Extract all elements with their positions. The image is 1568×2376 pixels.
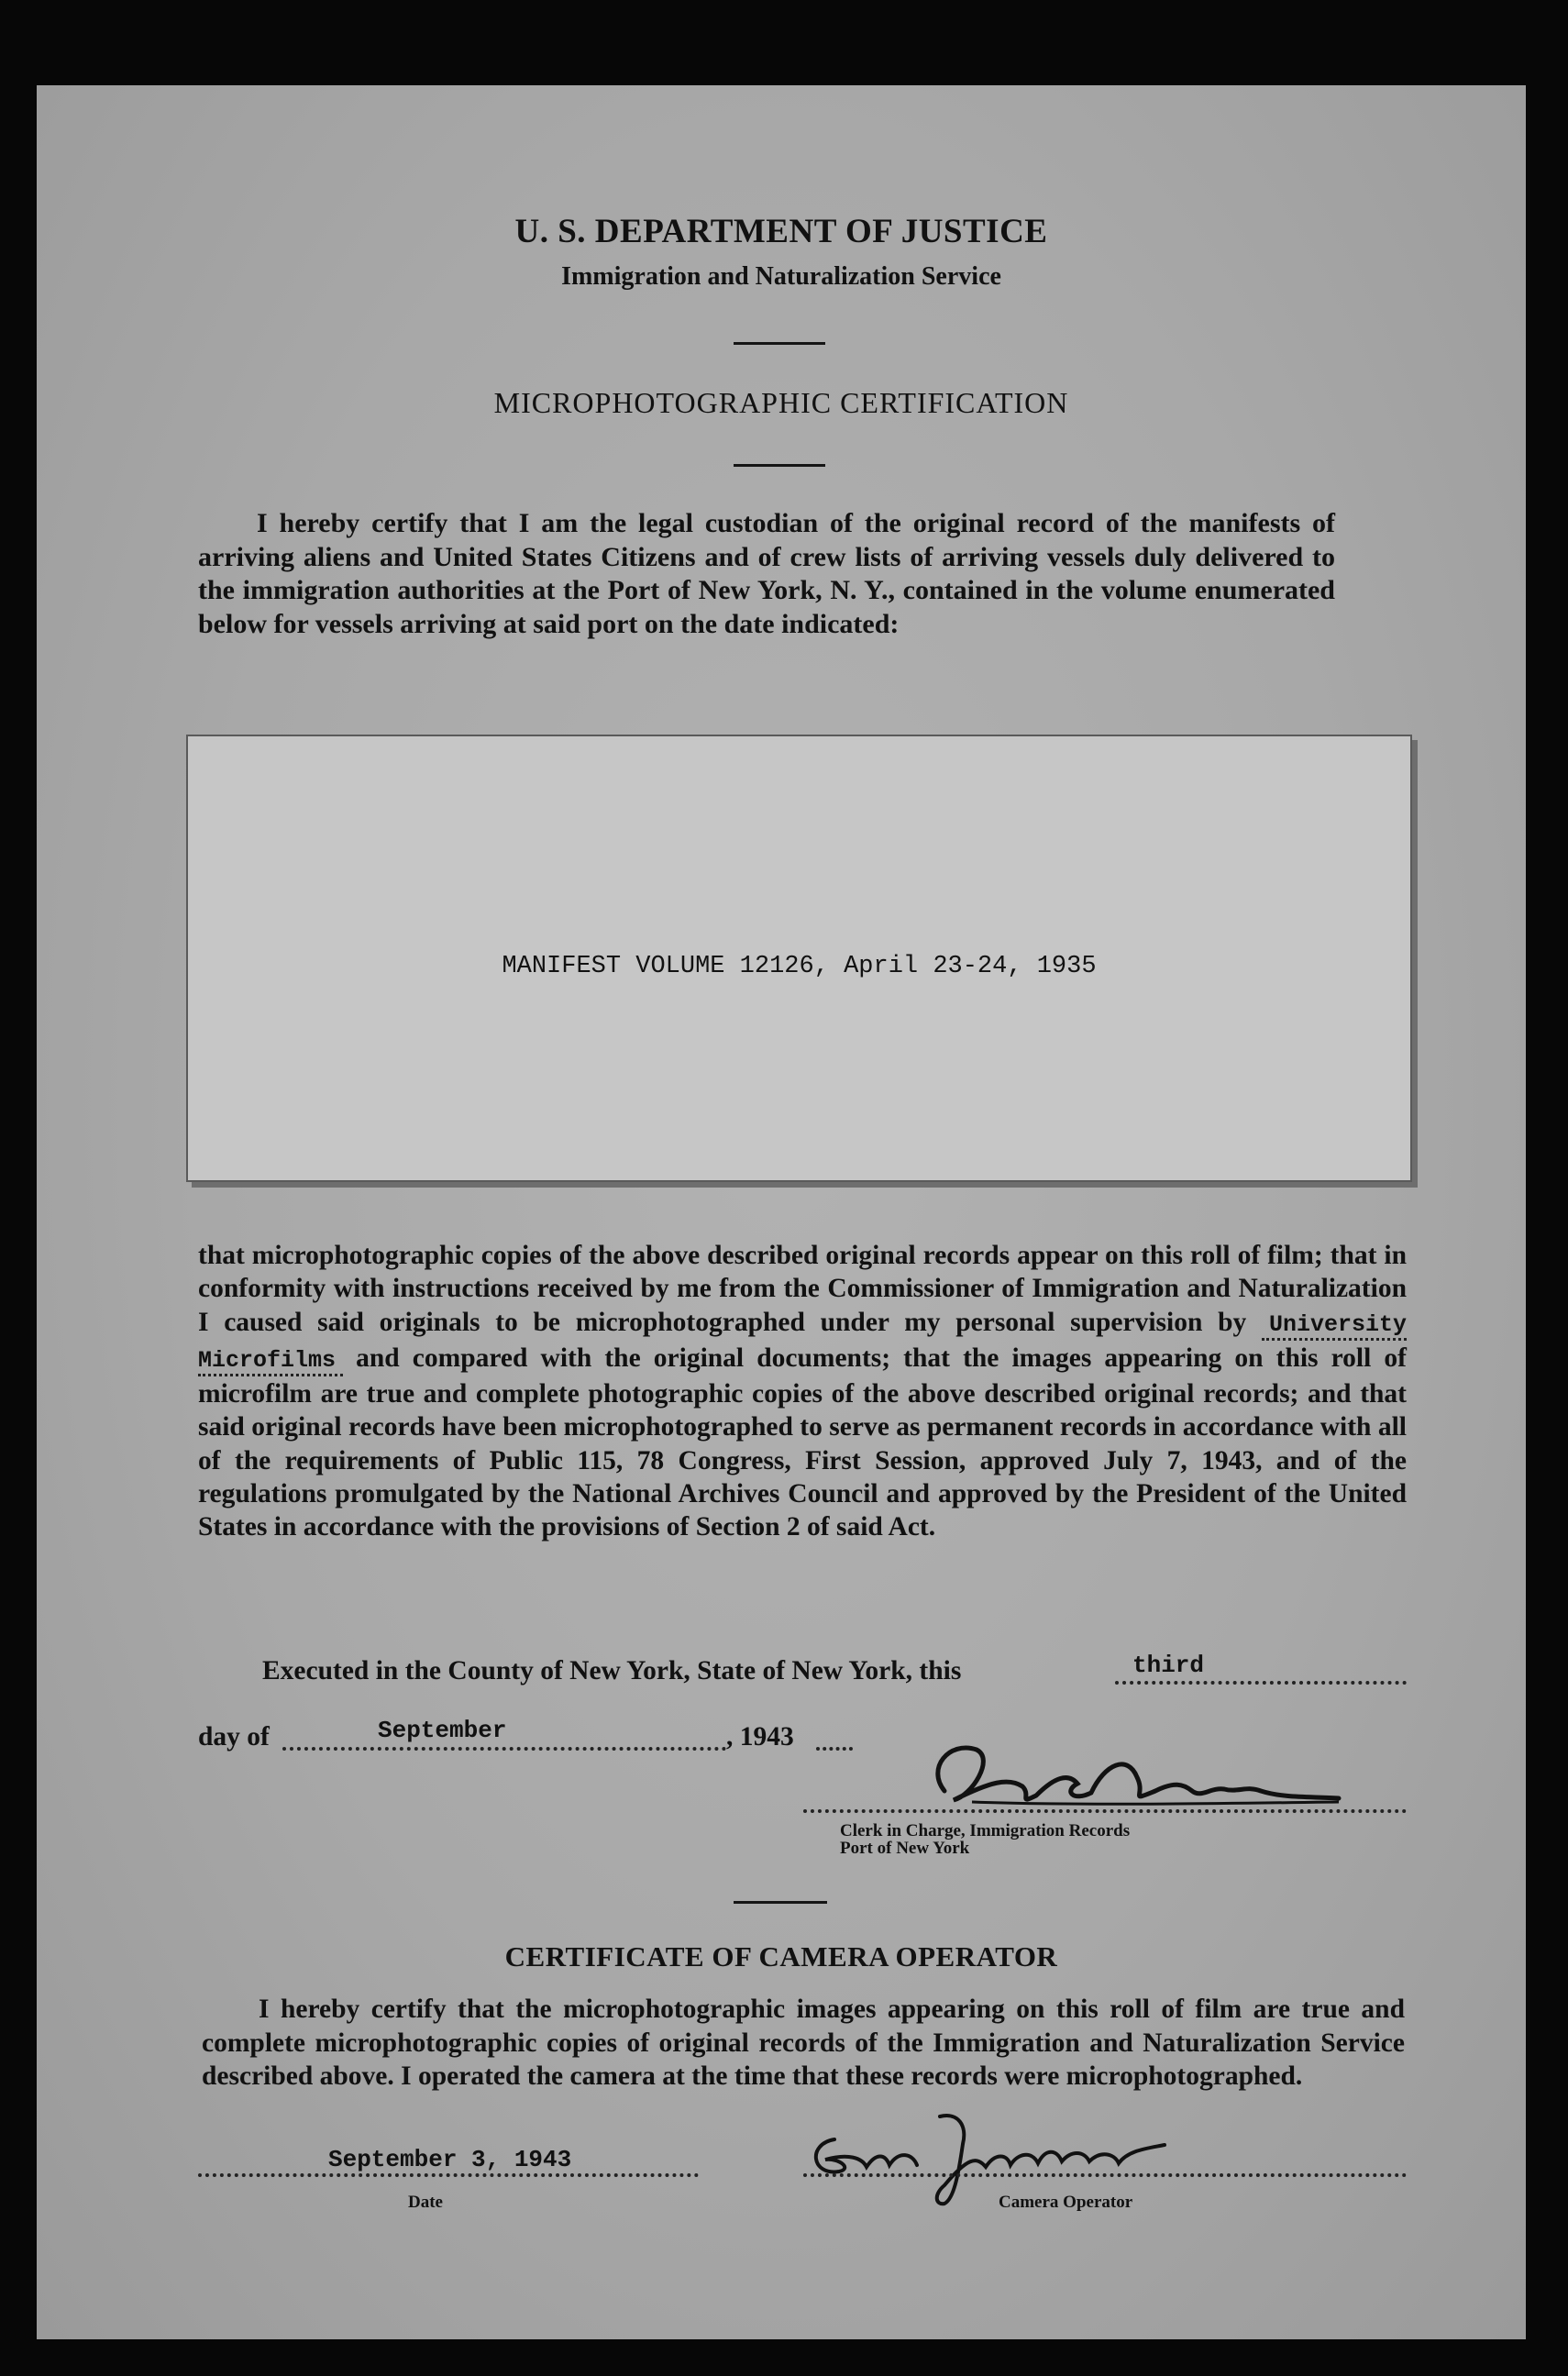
month-value: September — [378, 1717, 507, 1744]
clerk-signature-line — [803, 1809, 1407, 1813]
certificate-sheet — [37, 85, 1526, 2339]
camera-operator-paragraph-text: I hereby certify that the microphotographic images appearing on this roll of film are true and complete microphotographic copies of original records of the Immigration and Naturalization Service described above. I operated the camera at the time that these records were microphotographed. — [202, 1995, 1405, 2091]
service-subheading: Immigration and Naturalization Service — [561, 262, 1001, 291]
year-dotted-line — [816, 1747, 853, 1751]
body-paragraph — [198, 1239, 1407, 1544]
date-label: Date — [408, 2193, 443, 2212]
department-heading: U. S. DEPARTMENT OF JUSTICE — [514, 213, 1048, 250]
camera-operator-paragraph — [202, 1993, 1405, 2094]
body-paragraph-part2: and compared with the original documents; that the images appearing on this roll of microfilm are true and complete photographic copies of the above described original records; and that said original records have been microphotographed to serve as permanent records in accordance with all of the requirements of Public 115, 78 Congress, First Session, approved July 7, 1943, and of the regulations promulgated by the National Archives Council and approved by the President of the United States in accordance with the provisions of Section 2 of said Act. — [198, 1343, 1407, 1542]
date-dotted-line — [198, 2173, 699, 2177]
clerk-title-line1: Clerk in Charge, Immigration Records — [840, 1821, 1131, 1840]
header-divider-top — [734, 342, 825, 345]
operator-signature-line — [803, 2173, 1407, 2177]
operator-date-value: September 3, 1943 — [328, 2146, 572, 2173]
camera-operator-heading: CERTIFICATE OF CAMERA OPERATOR — [504, 1940, 1058, 1973]
clerk-title-line2: Port of New York — [840, 1839, 970, 1858]
body-paragraph-part1: that microphotographic copies of the above described original records appear on this roll of film; that in conformity with instructions received by me from the Commissioner of Immigration and Naturalization I caused said originals to be microphotographed under my personal supervision by — [198, 1241, 1407, 1337]
executed-text: Executed in the County of New York, State of New York, this — [262, 1656, 962, 1685]
microfilm-company-field: University Microfilms — [198, 1311, 1407, 1376]
year-text: , 1943 — [726, 1722, 794, 1752]
day-dotted-line — [1115, 1681, 1407, 1685]
manifest-volume-text: MANIFEST VOLUME 12126, April 23-24, 1935 — [502, 953, 1097, 980]
header-divider-bottom — [734, 464, 825, 467]
certification-title: MICROPHOTOGRAPHIC CERTIFICATION — [493, 386, 1069, 419]
day-value: third — [1132, 1652, 1205, 1679]
camera-operator-label: Camera Operator — [999, 2193, 1133, 2212]
section-divider — [734, 1901, 827, 1904]
intro-paragraph — [198, 507, 1335, 641]
month-dotted-line — [282, 1747, 726, 1751]
day-of-label: day of — [198, 1722, 270, 1752]
manifest-volume-box — [186, 735, 1412, 1182]
intro-paragraph-text: I hereby certify that I am the legal custodian of the original record of the manifests of arriving aliens and United States Citizens and of crew lists of arriving vessels duly delivered to the immigration authorities at the Port of New York, N. Y., contained in the volume enumerated below for vessels arriving at said port on the date indicated: — [198, 508, 1335, 639]
